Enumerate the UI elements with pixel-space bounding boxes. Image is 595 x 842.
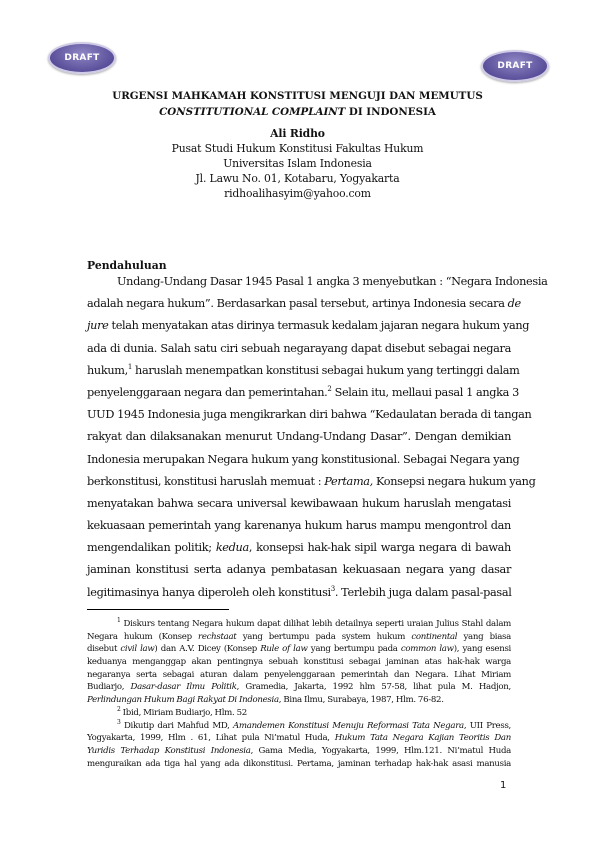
footnote-line: Yuridis Terhadap Konstitusi Indonesia, Gama Media, Yogyakarta, 1999, Hlm.121. Ni’matul Huda [87,745,512,756]
section-heading: Pendahuluan [87,259,167,272]
body-paragraph [87,271,548,604]
footnote-ref: 2 [327,385,332,394]
title-line-2 [0,104,595,120]
footnotes [87,618,511,770]
body-line: rakyat dan dilaksanakan menurut Undang-Undang Dasar”. Dengan demikian [87,430,511,444]
author-university: Universitas Islam Indonesia [223,157,372,170]
footnote-line: Negara hukum (Konsep rechstaat yang bertumpu pada system hukum continental yang biasa [87,631,511,642]
author-block [0,126,595,201]
body-line: ada di dunia. Salah satu ciri sebuah negarayang dapat disebut sebagai negara [87,341,511,355]
draft-badge-left [48,42,116,74]
body-line: mengendalikan politik; kedua, konsepsi hak-hak sipil warga negara di bawah [87,541,511,555]
body-line: adalah negara hukum”. Berdasarkan pasal tersebut, artinya Indonesia secara de [87,297,521,311]
body-line: berkonstitusi, konstitusi haruslah memuat : Pertama, Konsepsi negara hukum yang [87,474,536,488]
page-number: 1 [500,780,507,791]
body-line: UUD 1945 Indonesia juga mengikrarkan diri bahwa “Kedaulatan berada di tangan [87,408,532,422]
footnote-line: Perlindungan Hukum Bagi Rakyat Di Indonesia, Bina Ilmu, Surabaya, 1987, Hlm. 76-82. [87,695,444,706]
body-line: Undang-Undang Dasar 1945 Pasal 1 angka 3 menyebutkan : “Negara Indonesia [117,275,548,288]
body-line: penyelenggaraan negara dan pemerintahan.$^2$ Selain itu, mellaui pasal 1 angka 3 [87,385,519,399]
body-line: Indonesia merupakan Negara hukum yang konstitusional. Sebagai Negara yang [87,452,520,466]
footnote-line: menguraikan ada tiga hal yang ada dikonstitusi. Pertama, jaminan terhadap hak-hak asasi manusia [87,758,511,769]
draft-badge-right [481,50,549,82]
footnote-line: keduanya menganggap akan pentingnya sebuah konstitusi sebagai jaminan atas hak-hak warga [87,657,511,668]
footnote-line: negaranya serta sebagai aturan dalam penyelenggaraan pemerintah dan Negara. Lihat Miriam [87,669,511,680]
body-line: hukum,$^1$ haruslah menempatkan konstitusi sebagai hukum yang tertinggi dalam [87,362,520,377]
author-address: Jl. Lawu No. 01, Kotabaru, Yogyakarta [195,172,400,185]
body-line: jaminan konstitusi serta adanya pembatasan kekuasaan negara yang dasar [87,563,511,577]
title-line-1: URGENSI MAHKAMAH KONSTITUSI MENGUJI DAN MEMUTUS [112,90,483,102]
body-line: jure telah menyatakan atas dirinya termasuk kedalam jajaran negara hukum yang [87,319,530,333]
footnote-line: Yogyakarta, 1999, Hlm . 61, Lihat pula Ni’matul Huda, Hukum Tata Negara Kajian Teoritis Dan [87,733,511,744]
draft-badge-label: DRAFT [64,53,100,63]
footnote-2: $^2$ Ibid, Miriam Budiarjo, Hlm. 52 [117,705,247,718]
author-name: Ali Ridho [270,127,325,140]
paper-title [0,88,595,120]
footnote-line: disebut civil law) dan A.V. Dicey (Konsep Rule of law yang bertumpu pada common law), yang esensi [87,644,512,655]
footnote-3: $^3$ Dikutip dari Mahfud MD, Amandemen Konstitusi Menuju Reformasi Tata Negara, UII Press, [117,718,511,731]
footnote-line: Budiarjo, Dasar-dasar Ilmu Politik, Gramedia, Jakarta, 1992 hlm 57-58, lihat pula M. Hadjon, [87,682,511,693]
body-line: kekuasaan pemerintah yang karenanya hukum harus mampu mengontrol dan [87,519,511,533]
body-line: menyatakan bahwa secara universal kewibawaan hukum haruslah mengatasi [87,496,511,510]
footnote-separator [87,609,229,610]
draft-badge-label: DRAFT [497,61,533,71]
author-affiliation: Pusat Studi Hukum Konstitusi Fakultas Hukum [171,142,424,155]
title-rest: DI INDONESIA [345,106,436,118]
author-email: ridhoalihasyim@yahoo.com [224,187,371,200]
body-line: legitimasinya hanya diperoleh oleh konstitusi$^3$. Terlebih juga dalam pasal-pasal [87,584,512,599]
footnote-ref: 1 [127,362,132,371]
footnote-1: $^1$ Diskurs tentang Negara hukum dapat dilihat lebih detailnya seperti uraian Julius Stahl dalam [117,617,511,629]
footnote-ref: 3 [330,584,335,593]
title-italic: CONSTITUTIONAL COMPLAINT [159,106,346,118]
